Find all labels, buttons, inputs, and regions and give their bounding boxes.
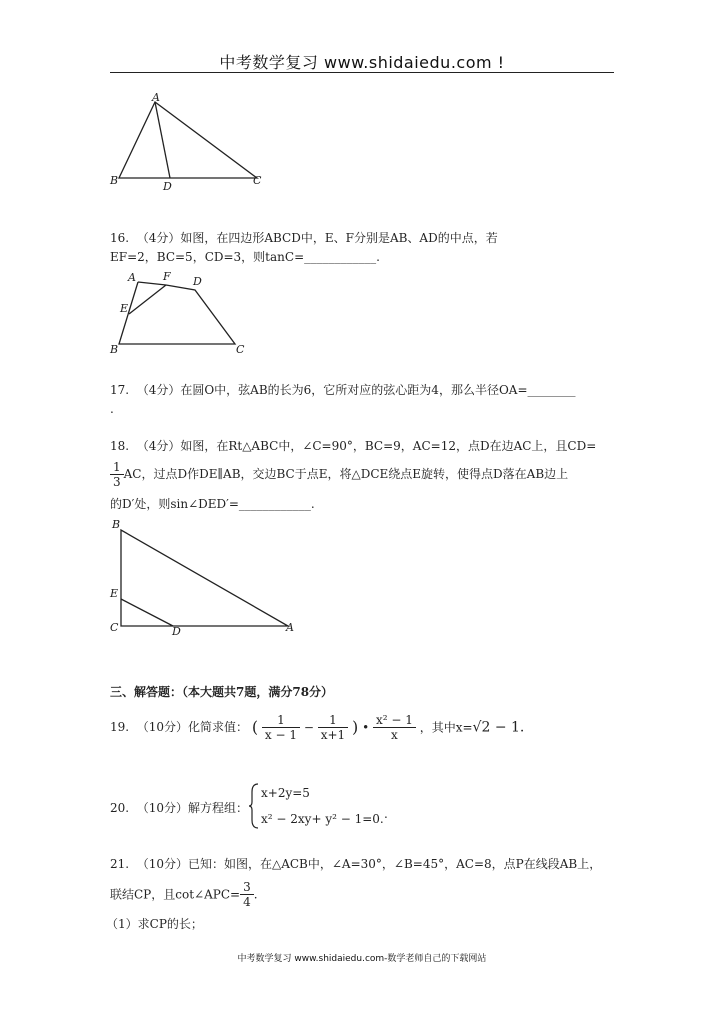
- fig16-label-d: D: [193, 275, 202, 288]
- q19-fraction-2: [318, 713, 348, 742]
- q19-f3-num: x² − 1: [373, 713, 416, 728]
- page-footer: 中考数学复习 www.shidaiedu.com-数学老师自己的下载网站: [237, 954, 487, 964]
- q16-line1: 16. （4分）如图，在四边形ABCD中，E、F分别是AB、AD的中点，若: [110, 231, 498, 245]
- q21-line2-post: .: [253, 887, 258, 902]
- q18-fraction: [110, 460, 124, 489]
- q19-open-paren: (: [251, 717, 259, 737]
- right-triangle-abc-figure: [110, 520, 300, 635]
- q19-close-paren: ): [352, 717, 359, 737]
- q18-line2: [110, 460, 568, 489]
- q17-line1: 17. （4分）在圆O中，弦AB的长为6，它所对应的弦心距为4，那么半径OA=________: [110, 383, 576, 397]
- q19-tail: − 1.: [490, 719, 525, 736]
- q19-f1-den: x − 1: [264, 728, 297, 742]
- q19-f3-den: x: [391, 728, 398, 742]
- q17-line2: .: [110, 402, 114, 416]
- q21-line2: [110, 880, 258, 909]
- q18-line3: 的D′处，则sin∠DED′=____________.: [110, 497, 315, 511]
- section-3-heading: 三、解答题：（本大题共7题，满分78分）: [110, 685, 334, 699]
- q19-f2-den: x+1: [320, 728, 346, 742]
- q19-suffix: ，其中x=: [419, 720, 473, 735]
- fig1-label-c: C: [253, 174, 262, 187]
- segment-ad: [155, 102, 170, 178]
- fig1-label-b: B: [110, 174, 119, 187]
- q18-fraction-denominator: 3: [113, 475, 121, 489]
- q20-brace: [248, 782, 260, 830]
- q18-line1: 18. （4分）如图，在Rt△ABC中，∠C=90°，BC=9，AC=12，点D在边AC上，且CD=: [110, 439, 597, 453]
- q18-line2-text: AC，过点D作DE∥AB，交边BC于点E，将△DCE绕点E旋转，使得点D落在AB边上: [123, 467, 569, 481]
- q21-fraction-numerator: 3: [240, 880, 254, 895]
- triangle-abc-figure: [105, 90, 275, 195]
- q19-f2-num: 1: [318, 713, 348, 728]
- fig16-label-b: B: [110, 343, 119, 356]
- q19-f1-num: 1: [262, 713, 300, 728]
- q21-line2-pre: 联结CP，且cot∠APC=: [110, 887, 241, 902]
- fig1-label-d: D: [163, 180, 172, 193]
- fig18-label-a: A: [286, 621, 294, 634]
- fig18-label-b: B: [112, 518, 121, 531]
- fig1-label-a: A: [152, 91, 160, 104]
- page-header: 中考数学复习 www.shidaiedu.com !: [219, 53, 505, 72]
- q19-dot: •: [362, 720, 370, 735]
- fig16-label-c: C: [236, 343, 245, 356]
- q19-fraction-1: [262, 713, 300, 742]
- q21-line1: 21. （10分）已知：如图，在△ACB中，∠A=30°，∠B=45°，AC=8，点P在线段AB上，: [110, 857, 602, 871]
- fig16-label-a: A: [128, 271, 136, 284]
- q20-tail: .: [384, 807, 388, 821]
- q20-equation-2: x² − 2xy+ y² − 1=0.: [261, 812, 384, 826]
- q19-expression: [110, 713, 524, 742]
- segment-ef: [129, 285, 166, 314]
- segment-de: [121, 599, 173, 626]
- header-rule: [110, 72, 614, 73]
- q21-fraction-denominator: 4: [243, 895, 251, 909]
- triangle-abc: [119, 102, 257, 178]
- quadrilateral-abcd: [119, 282, 235, 344]
- q16-line2: EF=2，BC=5，CD=3，则tanC=____________.: [110, 250, 380, 264]
- q19-fraction-3: [373, 713, 416, 742]
- q19-sqrt: √2: [472, 719, 491, 736]
- q18-fraction-numerator: 1: [110, 460, 124, 475]
- q19-prefix: 19. （10分）化简求值：: [110, 720, 248, 734]
- q21-sub1: （1）求CP的长；: [106, 917, 203, 931]
- q21-fraction: [240, 880, 254, 909]
- q20-equation-1: x+2y=5: [261, 786, 310, 800]
- fig18-label-d: D: [172, 625, 181, 638]
- fig16-label-f: F: [163, 270, 171, 283]
- q20-prefix: 20. （10分）解方程组：: [110, 801, 248, 815]
- fig16-label-e: E: [120, 302, 129, 315]
- fig18-label-e: E: [110, 587, 119, 600]
- fig18-label-c: C: [110, 621, 119, 634]
- q19-minus: −: [303, 720, 314, 735]
